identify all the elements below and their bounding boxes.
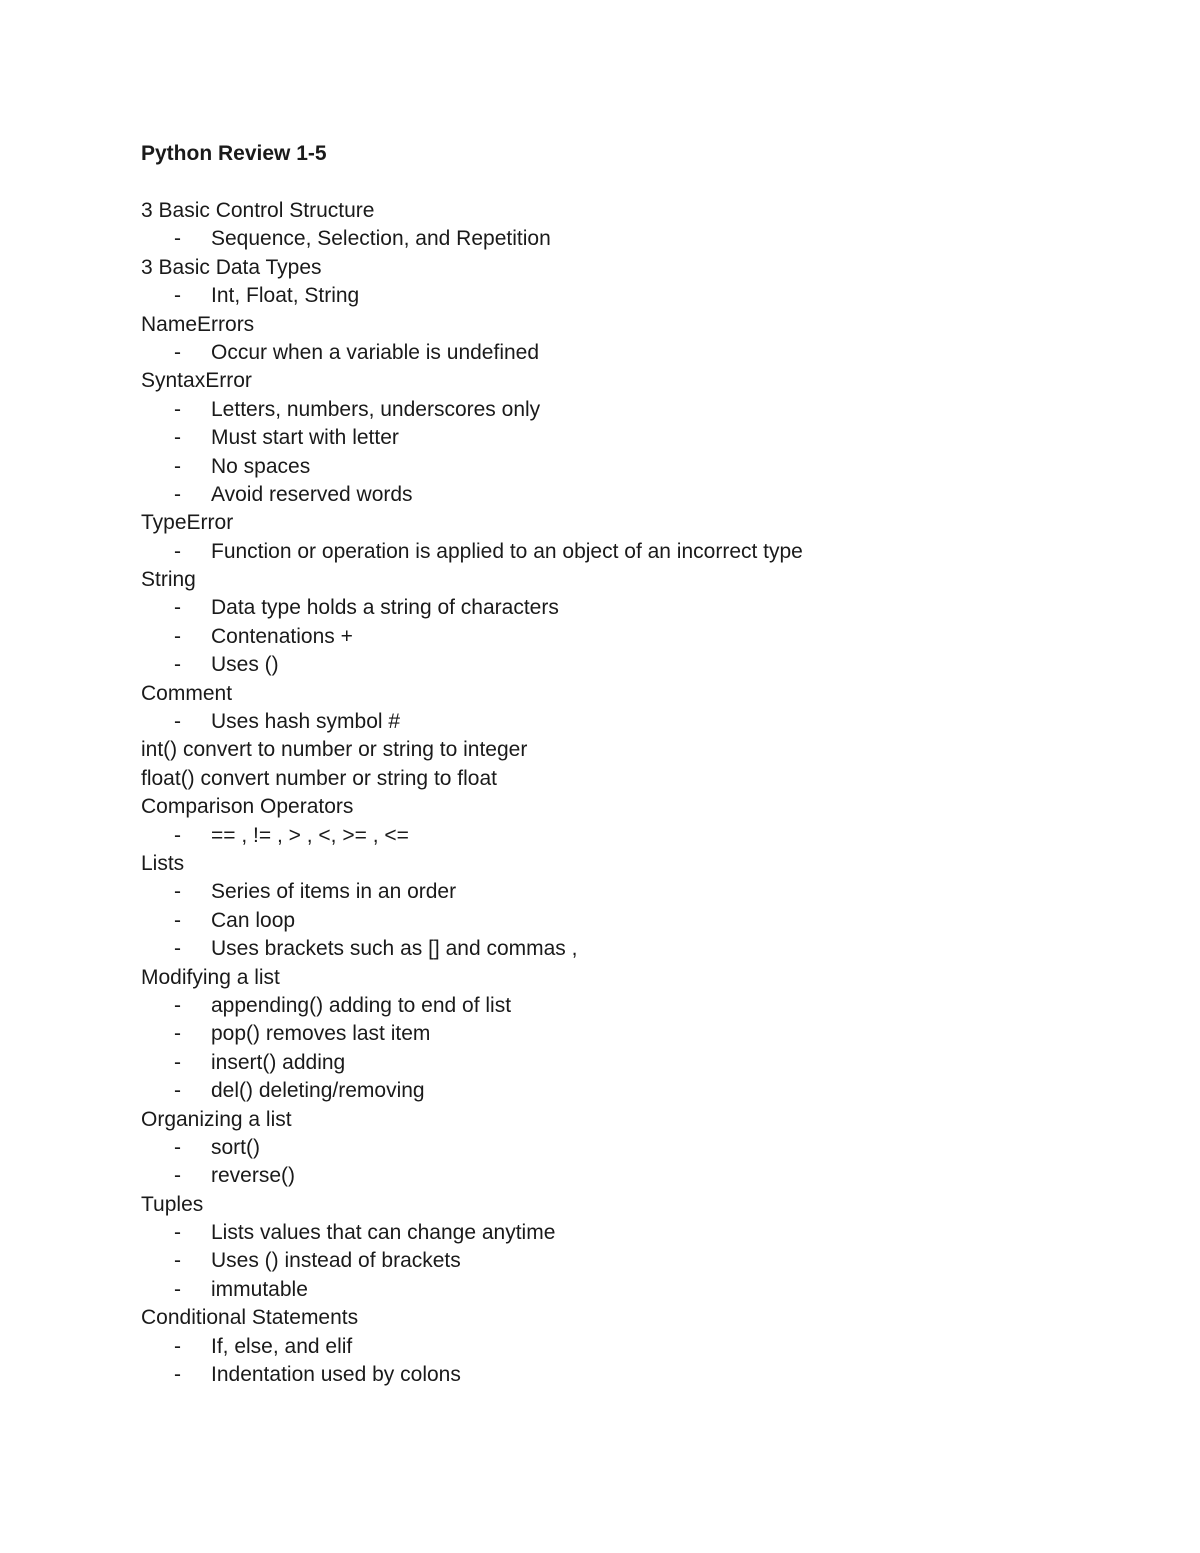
list-item	[141, 339, 1141, 367]
list-item-text: Letters, numbers, underscores only	[211, 397, 541, 421]
list-item	[141, 481, 1141, 509]
section-heading: Tuples	[141, 1192, 204, 1216]
section-heading: 3 Basic Control Structure	[141, 199, 375, 222]
list-item	[141, 907, 1141, 935]
list-item	[141, 651, 1141, 679]
bullet-dash: -	[174, 653, 181, 677]
list-item-text: Occur when a variable is undefined	[211, 340, 540, 364]
bullet-list	[141, 822, 1141, 850]
list-item-text: Series of items in an order	[211, 880, 457, 904]
list-item	[141, 225, 1141, 253]
list-item	[141, 1134, 1141, 1162]
section-heading: NameErrors	[141, 312, 255, 336]
section-heading: Comment	[141, 681, 233, 705]
list-item-text: Int, Float, String	[211, 284, 360, 308]
list-item-text: reverse()	[211, 1164, 296, 1188]
bullet-dash: -	[174, 1249, 181, 1273]
list-item-text: Must start with letter	[211, 426, 399, 450]
bullet-dash: -	[174, 482, 181, 506]
section-heading: int() convert to number or string to integer	[141, 738, 528, 762]
list-item	[141, 878, 1141, 906]
bullet-dash: -	[174, 624, 181, 648]
list-item-text: Uses ()	[211, 653, 279, 677]
list-item	[141, 1077, 1141, 1105]
bullet-list	[141, 992, 1141, 1106]
bullet-list	[141, 225, 1141, 253]
bullet-list	[141, 1219, 1141, 1304]
section-heading: Lists	[141, 851, 185, 875]
list-item-text: sort()	[211, 1135, 260, 1159]
bullet-dash: -	[174, 454, 181, 478]
list-item-text: Lists values that can change anytime	[211, 1221, 556, 1245]
list-item	[141, 424, 1141, 452]
list-item	[141, 538, 1141, 566]
list-item	[141, 594, 1141, 622]
bullet-dash: -	[174, 596, 181, 620]
list-item-text: Contenations +	[211, 624, 353, 648]
list-item-text: Uses hash symbol #	[211, 710, 401, 734]
list-item-text: If, else, and elif	[211, 1334, 353, 1358]
bullet-dash: -	[174, 397, 181, 421]
bullet-dash: -	[174, 1079, 181, 1103]
list-item-text: appending() adding to end of list	[211, 993, 512, 1017]
list-item-text: insert() adding	[211, 1050, 346, 1074]
list-item	[141, 1276, 1141, 1304]
document-title: Python Review 1-5	[141, 142, 327, 165]
bullet-dash: -	[174, 1334, 181, 1358]
section-heading: Comparison Operators	[141, 795, 354, 819]
bullet-dash: -	[174, 710, 181, 734]
bullet-dash: -	[174, 937, 181, 961]
list-item-text: No spaces	[211, 454, 311, 478]
list-item	[141, 708, 1141, 736]
list-item	[141, 1219, 1141, 1247]
list-item	[141, 1247, 1141, 1275]
list-item	[141, 1020, 1141, 1048]
bullet-dash: -	[174, 823, 181, 847]
bullet-list	[141, 1333, 1141, 1390]
list-item-text: Can loop	[211, 908, 296, 932]
section-heading: 3 Basic Data Types	[141, 255, 322, 279]
list-item-text: del() deleting/removing	[211, 1079, 425, 1103]
bullet-dash: -	[174, 908, 181, 932]
bullet-dash: -	[174, 227, 181, 251]
bullet-dash: -	[174, 284, 181, 308]
section-heading: Conditional Statements	[141, 1306, 359, 1330]
bullet-dash: -	[174, 340, 181, 364]
bullet-list	[141, 282, 1141, 310]
bullet-dash: -	[174, 1022, 181, 1046]
bullet-list	[141, 339, 1141, 367]
list-item-text: Indentation used by colons	[211, 1363, 461, 1387]
bullet-dash: -	[174, 1221, 181, 1245]
bullet-list	[141, 1134, 1141, 1191]
list-item-text: pop() removes last item	[211, 1022, 431, 1046]
list-item-text: immutable	[211, 1277, 308, 1301]
list-item	[141, 1162, 1141, 1190]
section-heading: Modifying a list	[141, 965, 280, 989]
list-item	[141, 282, 1141, 310]
list-item-text: Uses brackets such as [] and commas ,	[211, 937, 578, 961]
list-item	[141, 1049, 1141, 1077]
list-item	[141, 822, 1141, 850]
bullet-dash: -	[174, 426, 181, 450]
section-heading: float() convert number or string to float	[141, 766, 497, 790]
list-item	[141, 1333, 1141, 1361]
bullet-list	[141, 878, 1141, 963]
bullet-list	[141, 396, 1141, 510]
bullet-dash: -	[174, 1135, 181, 1159]
bullet-dash: -	[174, 1277, 181, 1301]
section-heading: TypeError	[141, 511, 234, 535]
bullet-list	[141, 594, 1141, 679]
list-item	[141, 453, 1141, 481]
section-heading: String	[141, 568, 196, 592]
list-item-text: Function or operation is applied to an object of an incorrect type	[211, 539, 803, 563]
list-item-text: Avoid reserved words	[211, 482, 413, 506]
document-body	[141, 197, 1141, 1389]
bullet-dash: -	[174, 880, 181, 904]
bullet-dash: -	[174, 1164, 181, 1188]
bullet-list	[141, 538, 1141, 566]
list-item-text: Sequence, Selection, and Repetition	[211, 227, 551, 251]
bullet-dash: -	[174, 1363, 181, 1387]
bullet-dash: -	[174, 993, 181, 1017]
list-item	[141, 623, 1141, 651]
list-item	[141, 992, 1141, 1020]
bullet-dash: -	[174, 539, 181, 563]
list-item	[141, 935, 1141, 963]
list-item	[141, 1361, 1141, 1389]
bullet-dash: -	[174, 1050, 181, 1074]
list-item-text: == , != , > , <, >= , <=	[211, 823, 409, 847]
list-item-text: Data type holds a string of characters	[211, 596, 559, 620]
bullet-list	[141, 708, 1141, 736]
section-heading: SyntaxError	[141, 369, 252, 393]
section-heading: Organizing a list	[141, 1107, 292, 1131]
list-item-text: Uses () instead of brackets	[211, 1249, 461, 1273]
list-item	[141, 396, 1141, 424]
